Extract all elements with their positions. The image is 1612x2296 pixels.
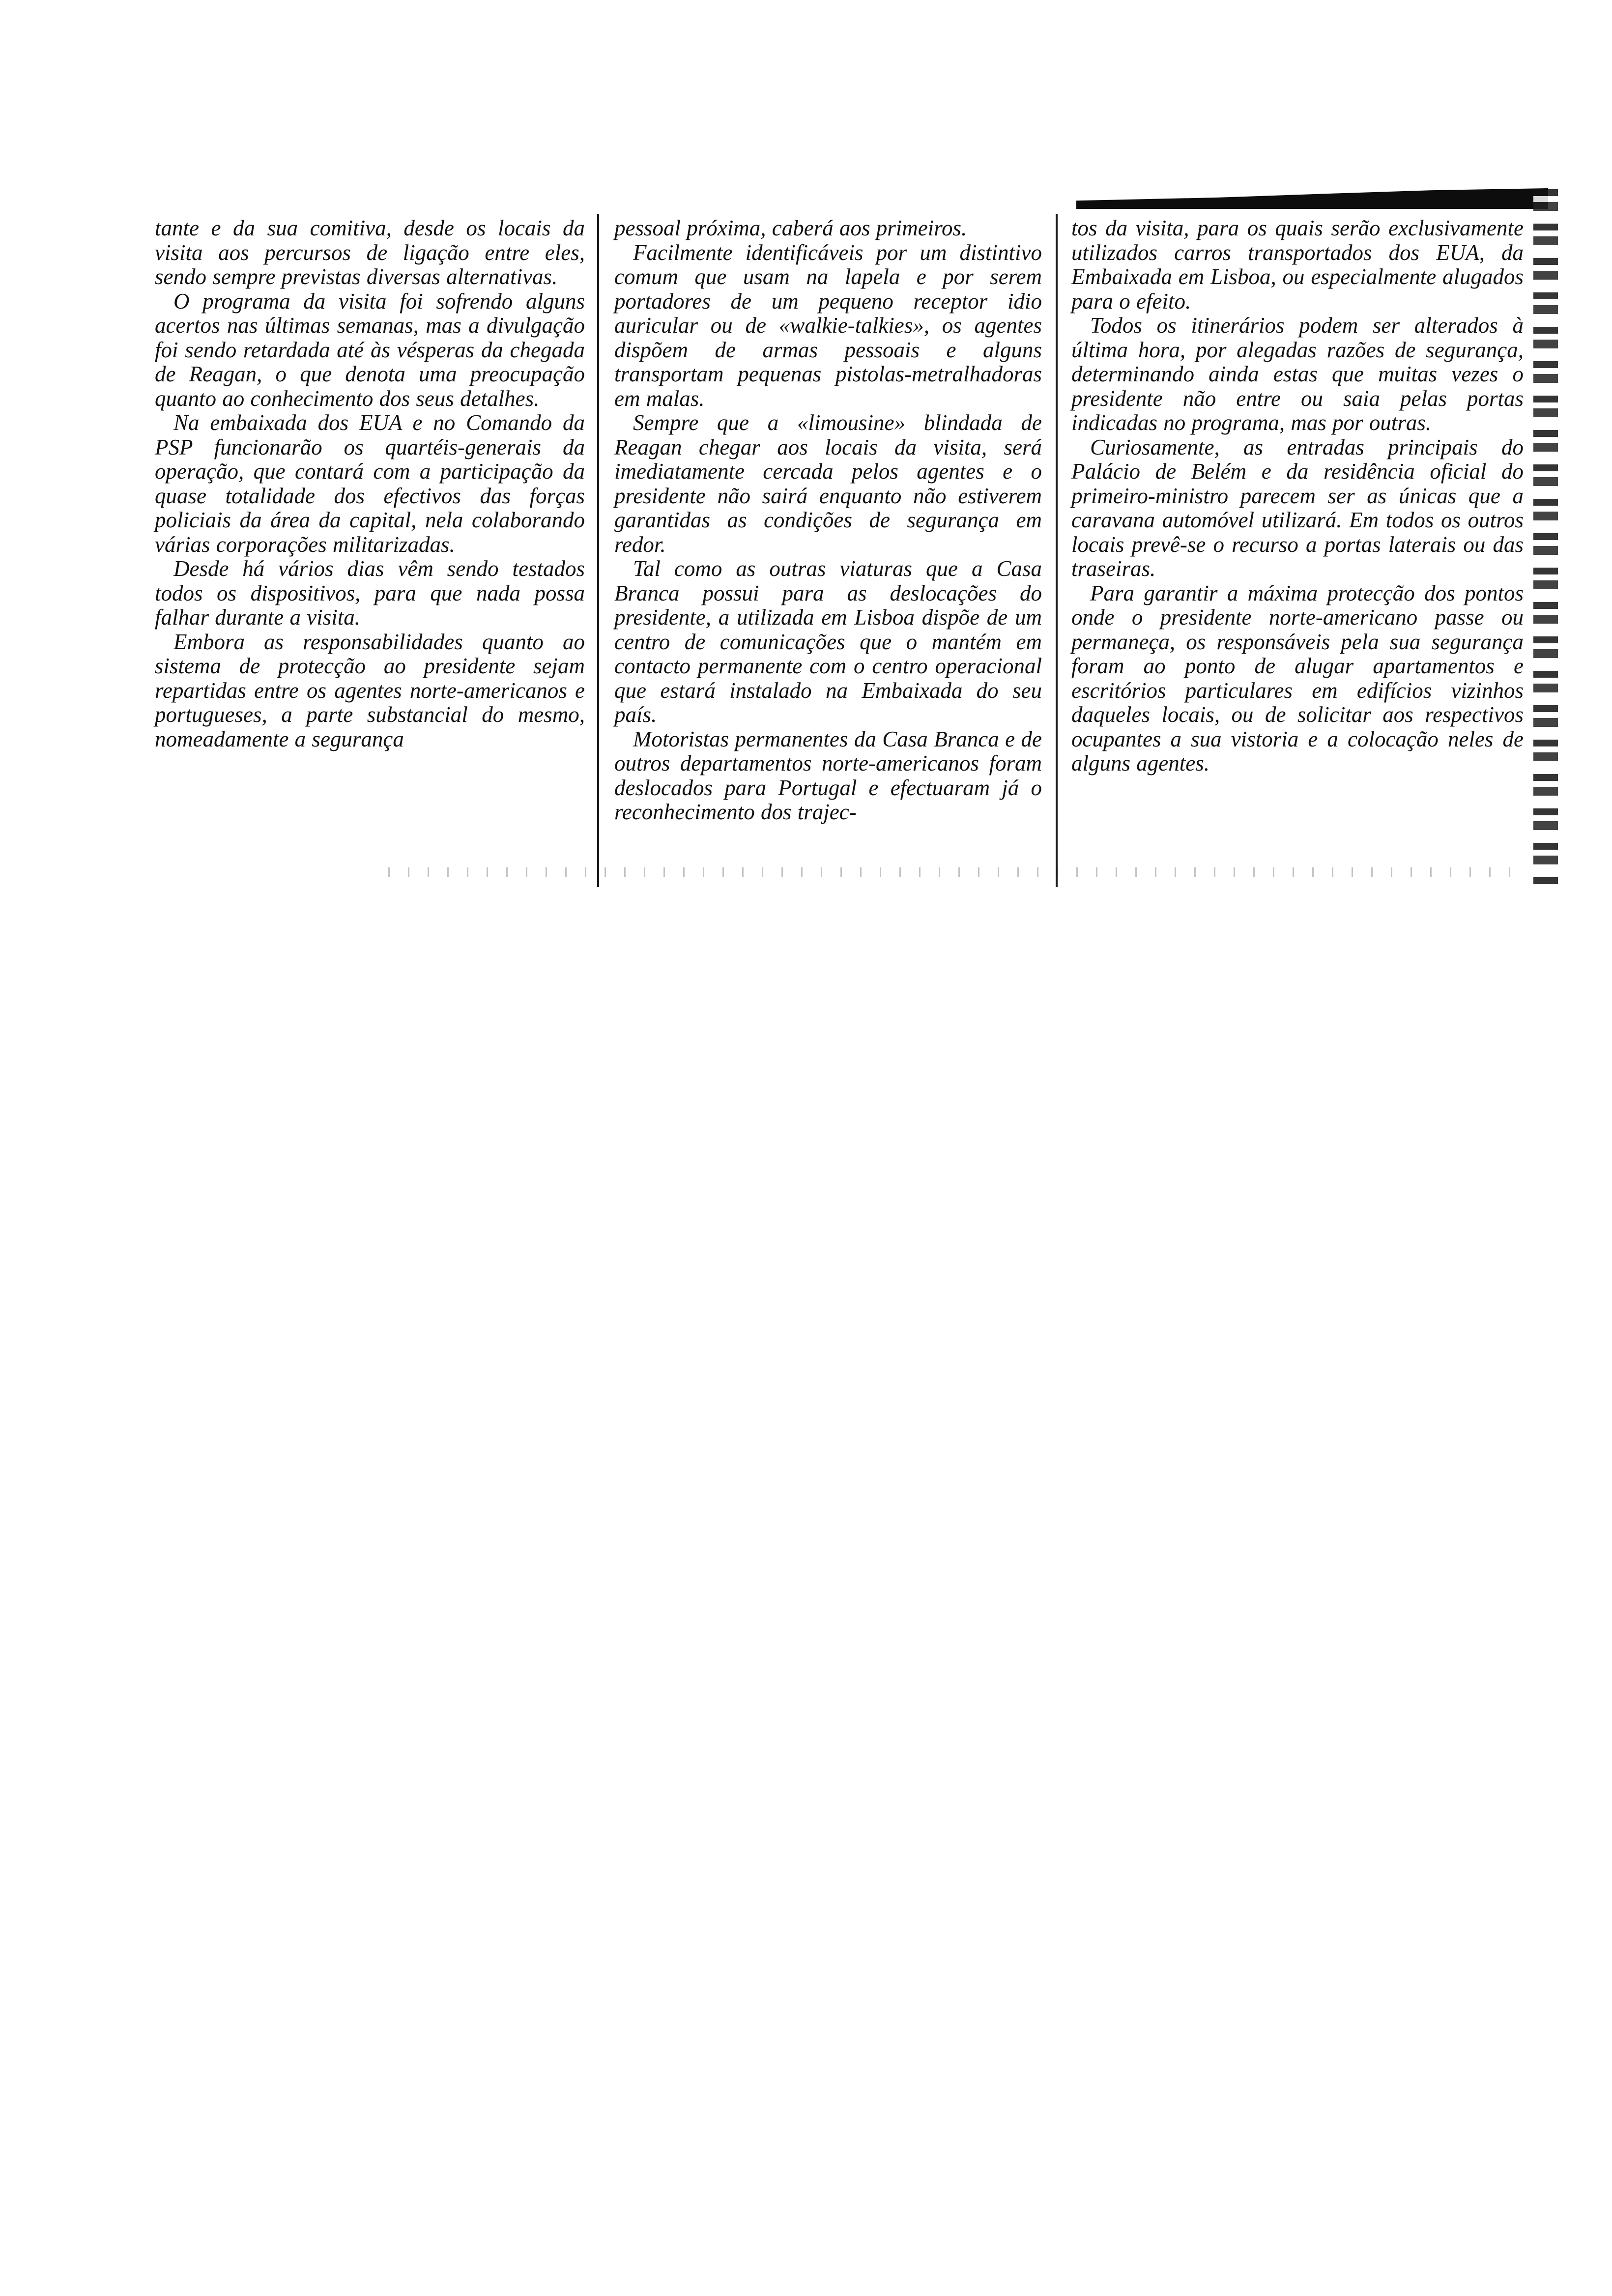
newspaper-clipping xyxy=(143,179,1558,887)
paragraph: Na embaixada dos EUA e no Comando da PSP funcionarão os quartéis-generais da operação, que contará com a participação da quase totalidade dos efectivos das forças policiais da área da capital, nela colaborando várias corporações militarizadas. xyxy=(155,410,585,557)
paragraph: Facilmente identificáveis por um distintivo comum que usam na lapela e por serem portadores de um pequeno receptor idio auricular ou de «walkie-talkies», os agentes dispõem de armas pessoais e alguns transportam pequenas pistolas-metralhadoras em malas. xyxy=(614,240,1042,411)
paragraph: Motoristas permanentes da Casa Branca e de outros departamentos norte-americanos foram deslocados para Portugal e efectuaram já o reconhecimento dos trajec- xyxy=(614,726,1042,824)
paragraph: Todos os itinerários podem ser alterados à última hora, por alegadas razões de segurança, determinando ainda estas que muitas vezes o presidente não entre ou saia pelas portas indicadas no programa, mas por outras. xyxy=(1071,313,1524,435)
paragraph: Para garantir a máxima protecção dos pontos onde o presidente norte-americano passe ou permaneça, os responsáveis pela sua segurança foram ao ponto de alugar apartamentos e escritórios particulares em edifícios vizinhos daqueles locais, ou de solicitar aos respectivos ocupantes a sua vistoria e a colocação neles de alguns agentes. xyxy=(1071,580,1524,775)
paragraph: Desde há vários dias vêm sendo testados todos os dispositivos, para que nada possa falhar durante a visita. xyxy=(155,556,585,630)
column-rule xyxy=(597,214,599,887)
paragraph: Curiosamente, as entradas principais do Palácio de Belém e da residência oficial do primeiro-ministro parecem ser as únicas que a caravana automóvel utilizará. Em todos os outros locais prevê-se o recurso a portas laterais ou das traseiras. xyxy=(1071,434,1524,581)
paragraph: O programa da visita foi sofrendo alguns acertos nas últimas semanas, mas a divulgação foi sendo retardada até às vésperas da chegada de Reagan, o que denota uma preocupação quanto ao conhecimento dos seus detalhes. xyxy=(155,288,585,411)
article-column-3 xyxy=(1071,216,1524,885)
scan-artifact-right-edge xyxy=(1533,189,1558,887)
paragraph: pessoal próxima, caberá aos primeiros. xyxy=(614,216,967,240)
article-column-2 xyxy=(614,216,1042,885)
paragraph: tos da visita, para os quais serão exclusivamente utilizados carros transportados dos EUA, da Embaixada em Lisboa, ou especialmente alugados para o efeito. xyxy=(1071,216,1524,314)
paragraph: Embora as responsabilidades quanto ao sistema de protecção ao presidente sejam repartidas entre os agentes norte-americanos e portugueses, a parte substancial do mesmo, nomeadamente a segurança xyxy=(155,629,585,751)
paragraph: Sempre que a «limousine» blindada de Reagan chegar aos locais da visita, será imediatamente cercada pelos agentes e o presidente não sairá enquanto não estiverem garantidas as condições de segurança em redor. xyxy=(614,410,1042,557)
paragraph: Tal como as outras viaturas que a Casa Branca possui para as deslocações do presidente, a utilizada em Lisboa dispõe de um centro de comunicações que o mantém em contacto permanente com o centro operacional que estará instalado na Embaixada do seu país. xyxy=(614,556,1042,727)
scan-artifact-top xyxy=(1076,188,1548,209)
article-column-1 xyxy=(155,216,585,885)
column-rule xyxy=(1056,214,1058,887)
paragraph: tante e da sua comitiva, desde os locais da visita aos percursos de ligação entre eles, sendo sempre previstas diversas alternativas. xyxy=(155,216,585,289)
